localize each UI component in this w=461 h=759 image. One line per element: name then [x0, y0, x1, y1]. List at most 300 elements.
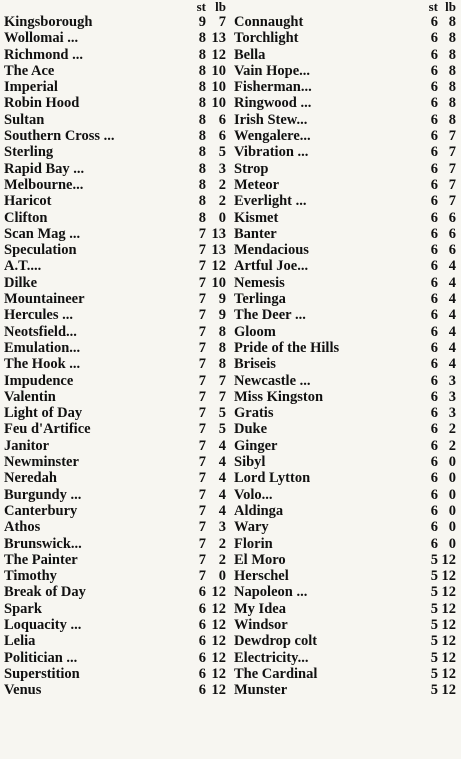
- table-row: [4, 438, 230, 454]
- table-row: [234, 95, 458, 111]
- weight-pounds: 8: [448, 111, 456, 128]
- weight-pounds: 4: [218, 502, 226, 519]
- weight-stone: 5: [430, 568, 438, 585]
- weight-stone: 6: [430, 225, 438, 242]
- weight-pounds: 0: [448, 470, 456, 487]
- weight-pounds: 8: [448, 95, 456, 112]
- table-row: [234, 682, 458, 698]
- weight-pounds: 6: [218, 128, 226, 145]
- horse-name: Haricot: [4, 193, 52, 210]
- table-row: [234, 226, 458, 242]
- table-row: [234, 177, 458, 193]
- weight-stone: 6: [430, 274, 438, 291]
- weight-stone: 6: [430, 111, 438, 128]
- horse-name: Duke: [234, 421, 268, 438]
- table-row: [4, 307, 230, 323]
- weight-stone: 5: [430, 551, 438, 568]
- horse-name: Robin Hood: [4, 95, 80, 112]
- table-row: [4, 356, 230, 372]
- weight-stone: 6: [430, 258, 438, 275]
- weight-pounds: 12: [211, 46, 226, 63]
- weight-stone: 8: [198, 95, 206, 112]
- horse-name: Wollomai ...: [4, 30, 79, 47]
- horse-name: Clifton: [4, 209, 48, 226]
- weight-stone: 6: [198, 649, 206, 666]
- weight-stone: 6: [198, 633, 206, 650]
- weight-stone: 6: [430, 30, 438, 47]
- weight-stone: 6: [430, 160, 438, 177]
- weight-stone: 8: [198, 176, 206, 193]
- weight-stone: 8: [198, 111, 206, 128]
- horse-name: Newcastle ...: [234, 372, 311, 389]
- table-row: [4, 47, 230, 63]
- weight-pounds: 12: [441, 665, 456, 682]
- table-row: [234, 112, 458, 128]
- table-row: [4, 650, 230, 666]
- weight-pounds: 9: [218, 291, 226, 308]
- column-header: [234, 0, 458, 14]
- horse-name: Sibyl: [234, 454, 266, 471]
- weight-pounds: 12: [211, 584, 226, 601]
- weight-pounds: 2: [448, 437, 456, 454]
- table-row: [4, 682, 230, 698]
- weight-stone: 8: [198, 193, 206, 210]
- weight-stone: 6: [430, 519, 438, 536]
- weight-stone: 6: [430, 372, 438, 389]
- table-row: [234, 405, 458, 421]
- weight-pounds: 3: [448, 372, 456, 389]
- weight-stone: 6: [430, 242, 438, 259]
- horse-name: Feu d'Artifice: [4, 421, 91, 438]
- weight-pounds: 8: [448, 79, 456, 96]
- weight-pounds: 5: [218, 144, 226, 161]
- horse-name: Sterling: [4, 144, 54, 161]
- weight-stone: 8: [198, 144, 206, 161]
- horse-name: Emulation...: [4, 339, 81, 356]
- weight-stone: 7: [198, 307, 206, 324]
- weight-pounds: 7: [218, 372, 226, 389]
- table-row: [234, 356, 458, 372]
- horse-name: Wary: [234, 519, 269, 536]
- weight-pounds: 4: [448, 258, 456, 275]
- horse-name: Lord Lytton: [234, 470, 311, 487]
- table-row: [234, 503, 458, 519]
- weight-pounds: 6: [448, 242, 456, 259]
- table-row: [234, 454, 458, 470]
- horse-name: Lelia: [4, 633, 36, 650]
- horse-name: Newminster: [4, 454, 79, 471]
- weight-stone: 6: [198, 665, 206, 682]
- table-row: [234, 47, 458, 63]
- horse-name: Meteor: [234, 176, 280, 193]
- table-row: [4, 144, 230, 160]
- horse-name: Kismet: [234, 209, 279, 226]
- table-row: [234, 30, 458, 46]
- weight-stone: 6: [430, 209, 438, 226]
- weight-pounds: 2: [448, 421, 456, 438]
- weight-stone: 5: [430, 584, 438, 601]
- weight-pounds: 6: [448, 209, 456, 226]
- table-row: [4, 324, 230, 340]
- table-row: [4, 405, 230, 421]
- pounds-header: lb: [215, 0, 226, 14]
- table-row: [4, 177, 230, 193]
- weight-stone: 7: [198, 486, 206, 503]
- table-row: [234, 487, 458, 503]
- horse-name: Sultan: [4, 111, 45, 128]
- table-row: [234, 584, 458, 600]
- horse-name: Bella: [234, 46, 266, 63]
- table-row: [4, 242, 230, 258]
- horse-name: Artful Joe...: [234, 258, 309, 275]
- table-row: [234, 210, 458, 226]
- weight-pounds: 10: [211, 274, 226, 291]
- horse-name: Gloom: [234, 323, 276, 340]
- weight-stone: 5: [430, 649, 438, 666]
- table-row: [234, 161, 458, 177]
- table-row: [4, 470, 230, 486]
- horse-name: Melbourne...: [4, 176, 84, 193]
- table-row: [234, 421, 458, 437]
- weight-pounds: 4: [448, 339, 456, 356]
- table-row: [234, 389, 458, 405]
- table-row: [234, 79, 458, 95]
- weight-pounds: 12: [441, 551, 456, 568]
- table-row: [4, 79, 230, 95]
- weight-stone: 8: [198, 30, 206, 47]
- weight-pounds: 12: [441, 600, 456, 617]
- weight-stone: 6: [430, 437, 438, 454]
- table-row: [4, 633, 230, 649]
- horse-name: El Moro: [234, 551, 286, 568]
- table-row: [4, 568, 230, 584]
- horse-name: Dilke: [4, 274, 38, 291]
- weight-pounds: 0: [448, 454, 456, 471]
- horse-name: The Ace: [4, 62, 55, 79]
- weight-pounds: 4: [218, 454, 226, 471]
- table-row: [234, 324, 458, 340]
- table-row: [4, 63, 230, 79]
- weight-pounds: 0: [448, 502, 456, 519]
- weight-pounds: 3: [218, 519, 226, 536]
- weight-stone: 7: [198, 274, 206, 291]
- horse-name: The Deer ...: [234, 307, 306, 324]
- horse-name: Janitor: [4, 437, 50, 454]
- table-row: [234, 536, 458, 552]
- weight-stone: 6: [430, 405, 438, 422]
- weight-pounds: 3: [448, 388, 456, 405]
- horse-name: Florin: [234, 535, 273, 552]
- weight-pounds: 12: [441, 649, 456, 666]
- table-row: [234, 470, 458, 486]
- horse-name: Windsor: [234, 616, 288, 633]
- weight-pounds: 3: [218, 160, 226, 177]
- weight-stone: 7: [198, 502, 206, 519]
- weight-stone: 5: [430, 616, 438, 633]
- horse-name: Everlight ...: [234, 193, 307, 210]
- weight-pounds: 8: [448, 62, 456, 79]
- table-row: [4, 112, 230, 128]
- weight-stone: 6: [430, 470, 438, 487]
- weight-stone: 6: [198, 600, 206, 617]
- horse-name: Athos: [4, 519, 41, 536]
- weight-stone: 5: [430, 682, 438, 699]
- weight-pounds: 12: [441, 568, 456, 585]
- right-column: [234, 0, 458, 698]
- weight-pounds: 4: [448, 274, 456, 291]
- weight-stone: 6: [430, 388, 438, 405]
- horse-name: Burgundy ...: [4, 486, 82, 503]
- weight-stone: 7: [198, 421, 206, 438]
- weight-pounds: 4: [448, 356, 456, 373]
- weight-stone: 8: [198, 62, 206, 79]
- weight-pounds: 3: [448, 405, 456, 422]
- horse-name: Electricity...: [234, 649, 309, 666]
- weight-stone: 5: [430, 665, 438, 682]
- weight-pounds: 7: [448, 193, 456, 210]
- table-row: [4, 519, 230, 535]
- weight-pounds: 12: [441, 584, 456, 601]
- table-row: [234, 14, 458, 30]
- horse-name: Nemesis: [234, 274, 285, 291]
- weight-pounds: 4: [448, 307, 456, 324]
- horse-name: Impudence: [4, 372, 74, 389]
- weight-stone: 6: [430, 176, 438, 193]
- weight-stone: 6: [430, 144, 438, 161]
- table-row: [234, 275, 458, 291]
- weight-pounds: 12: [211, 665, 226, 682]
- stone-header: st: [428, 0, 438, 14]
- horse-name: Valentin: [4, 388, 56, 405]
- horse-name: Light of Day: [4, 405, 83, 422]
- weight-pounds: 0: [448, 519, 456, 536]
- weight-pounds: 12: [211, 600, 226, 617]
- weight-pounds: 7: [218, 388, 226, 405]
- weight-pounds: 0: [448, 535, 456, 552]
- weight-stone: 8: [198, 209, 206, 226]
- weight-pounds: 2: [218, 551, 226, 568]
- table-row: [4, 601, 230, 617]
- weight-stone: 7: [198, 405, 206, 422]
- weight-pounds: 0: [218, 568, 226, 585]
- weight-pounds: 8: [218, 356, 226, 373]
- weight-stone: 6: [430, 128, 438, 145]
- horse-name: Wengalere...: [234, 128, 311, 145]
- weight-pounds: 4: [218, 437, 226, 454]
- table-row: [234, 242, 458, 258]
- horse-name: Strop: [234, 160, 269, 177]
- horse-name: Dewdrop colt: [234, 633, 318, 650]
- weight-stone: 6: [430, 535, 438, 552]
- weight-stone: 7: [198, 339, 206, 356]
- horse-name: Briseis: [234, 356, 276, 373]
- weight-stone: 6: [430, 356, 438, 373]
- table-row: [4, 536, 230, 552]
- weight-stone: 7: [198, 551, 206, 568]
- weight-stone: 6: [430, 193, 438, 210]
- weight-stone: 9: [198, 14, 206, 30]
- weight-stone: 6: [430, 95, 438, 112]
- horse-name: Volo...: [234, 486, 273, 503]
- weight-pounds: 4: [218, 486, 226, 503]
- table-row: [4, 161, 230, 177]
- weight-pounds: 8: [448, 14, 456, 30]
- weight-pounds: 4: [448, 291, 456, 308]
- horse-name: Fisherman...: [234, 79, 312, 96]
- table-row: [4, 584, 230, 600]
- weight-pounds: 2: [218, 176, 226, 193]
- weight-stone: 5: [430, 600, 438, 617]
- horse-name: Gratis: [234, 405, 274, 422]
- weight-pounds: 13: [211, 30, 226, 47]
- weight-pounds: 13: [211, 225, 226, 242]
- horse-name: My Idea: [234, 600, 286, 617]
- horse-name: Break of Day: [4, 584, 86, 601]
- table-row: [4, 617, 230, 633]
- horse-name: Torchlight: [234, 30, 299, 47]
- horse-name: The Hook ...: [4, 356, 81, 373]
- horse-name: Terlinga: [234, 291, 286, 308]
- table-row: [234, 666, 458, 682]
- weight-pounds: 13: [211, 242, 226, 259]
- horse-name: Brunswick...: [4, 535, 82, 552]
- weight-pounds: 8: [218, 323, 226, 340]
- weight-stone: 7: [198, 437, 206, 454]
- weight-stone: 7: [198, 568, 206, 585]
- weight-stone: 6: [198, 584, 206, 601]
- table-row: [4, 30, 230, 46]
- horse-name: Mountaineer: [4, 291, 85, 308]
- pounds-header: lb: [445, 0, 456, 14]
- table-row: [4, 373, 230, 389]
- horse-name: Scan Mag ...: [4, 225, 81, 242]
- table-row: [4, 421, 230, 437]
- horse-name: Canterbury: [4, 502, 78, 519]
- weight-stone: 8: [198, 79, 206, 96]
- table-row: [234, 633, 458, 649]
- table-row: [234, 63, 458, 79]
- stone-header: st: [196, 0, 206, 14]
- weight-pounds: 0: [218, 209, 226, 226]
- table-row: [4, 210, 230, 226]
- table-row: [234, 307, 458, 323]
- weight-pounds: 12: [441, 633, 456, 650]
- weight-pounds: 5: [218, 421, 226, 438]
- weight-pounds: 7: [448, 128, 456, 145]
- weight-pounds: 8: [218, 339, 226, 356]
- weight-pounds: 12: [441, 682, 456, 699]
- table-row: [234, 552, 458, 568]
- weight-stone: 6: [430, 307, 438, 324]
- table-row: [234, 193, 458, 209]
- weight-pounds: 12: [441, 616, 456, 633]
- weight-pounds: 8: [448, 30, 456, 47]
- horse-name: Ginger: [234, 437, 278, 454]
- table-row: [4, 389, 230, 405]
- weight-stone: 6: [430, 62, 438, 79]
- weight-pounds: 10: [211, 62, 226, 79]
- table-row: [234, 144, 458, 160]
- weight-pounds: 4: [218, 470, 226, 487]
- weight-pounds: 5: [218, 405, 226, 422]
- table-row: [4, 552, 230, 568]
- horse-name: Vain Hope...: [234, 62, 311, 79]
- column-header: [4, 0, 230, 14]
- weight-pounds: 4: [448, 323, 456, 340]
- horse-name: The Cardinal: [234, 665, 318, 682]
- weight-pounds: 12: [211, 649, 226, 666]
- table-row: [4, 291, 230, 307]
- weight-pounds: 8: [448, 46, 456, 63]
- weight-stone: 7: [198, 372, 206, 389]
- weight-pounds: 12: [211, 258, 226, 275]
- horse-name: Hercules ...: [4, 307, 73, 324]
- weight-stone: 6: [430, 421, 438, 438]
- weight-stone: 7: [198, 356, 206, 373]
- horse-name: Aldinga: [234, 502, 284, 519]
- weight-stone: 8: [198, 46, 206, 63]
- weight-pounds: 12: [211, 633, 226, 650]
- table-row: [234, 617, 458, 633]
- horse-name: Southern Cross ...: [4, 128, 115, 145]
- weight-stone: 6: [430, 454, 438, 471]
- weight-stone: 6: [430, 486, 438, 503]
- horse-name: Napoleon ...: [234, 584, 308, 601]
- weight-stone: 6: [430, 291, 438, 308]
- horse-name: Connaught: [234, 14, 304, 30]
- weight-pounds: 7: [448, 176, 456, 193]
- table-row: [4, 275, 230, 291]
- table-row: [4, 14, 230, 30]
- horse-name: The Painter: [4, 551, 78, 568]
- horse-name: Irish Stew...: [234, 111, 308, 128]
- table-row: [4, 95, 230, 111]
- weight-pounds: 0: [448, 486, 456, 503]
- weight-stone: 6: [430, 14, 438, 30]
- horse-name: Loquacity ...: [4, 616, 82, 633]
- table-row: [234, 373, 458, 389]
- horse-name: Pride of the Hills: [234, 339, 340, 356]
- table-row: [234, 519, 458, 535]
- weight-stone: 7: [198, 454, 206, 471]
- weight-stone: 7: [198, 535, 206, 552]
- horse-name: Spark: [4, 600, 42, 617]
- weight-stone: 7: [198, 258, 206, 275]
- horse-name: Speculation: [4, 242, 77, 259]
- weight-stone: 5: [430, 633, 438, 650]
- weight-stone: 7: [198, 242, 206, 259]
- horse-name: Politician ...: [4, 649, 78, 666]
- weight-stone: 8: [198, 160, 206, 177]
- horse-name: Miss Kingston: [234, 388, 324, 405]
- table-row: [4, 258, 230, 274]
- table-row: [4, 487, 230, 503]
- weight-stone: 7: [198, 388, 206, 405]
- table-row: [234, 291, 458, 307]
- weight-pounds: 7: [448, 144, 456, 161]
- horse-name: Venus: [4, 682, 42, 699]
- weight-stone: 6: [430, 339, 438, 356]
- weight-pounds: 2: [218, 535, 226, 552]
- table-row: [234, 128, 458, 144]
- table-row: [4, 193, 230, 209]
- weight-pounds: 12: [211, 682, 226, 699]
- horse-name: Banter: [234, 225, 277, 242]
- horse-name: A.T....: [4, 258, 42, 275]
- weight-stone: 7: [198, 470, 206, 487]
- horse-name: Neredah: [4, 470, 57, 487]
- table-row: [234, 601, 458, 617]
